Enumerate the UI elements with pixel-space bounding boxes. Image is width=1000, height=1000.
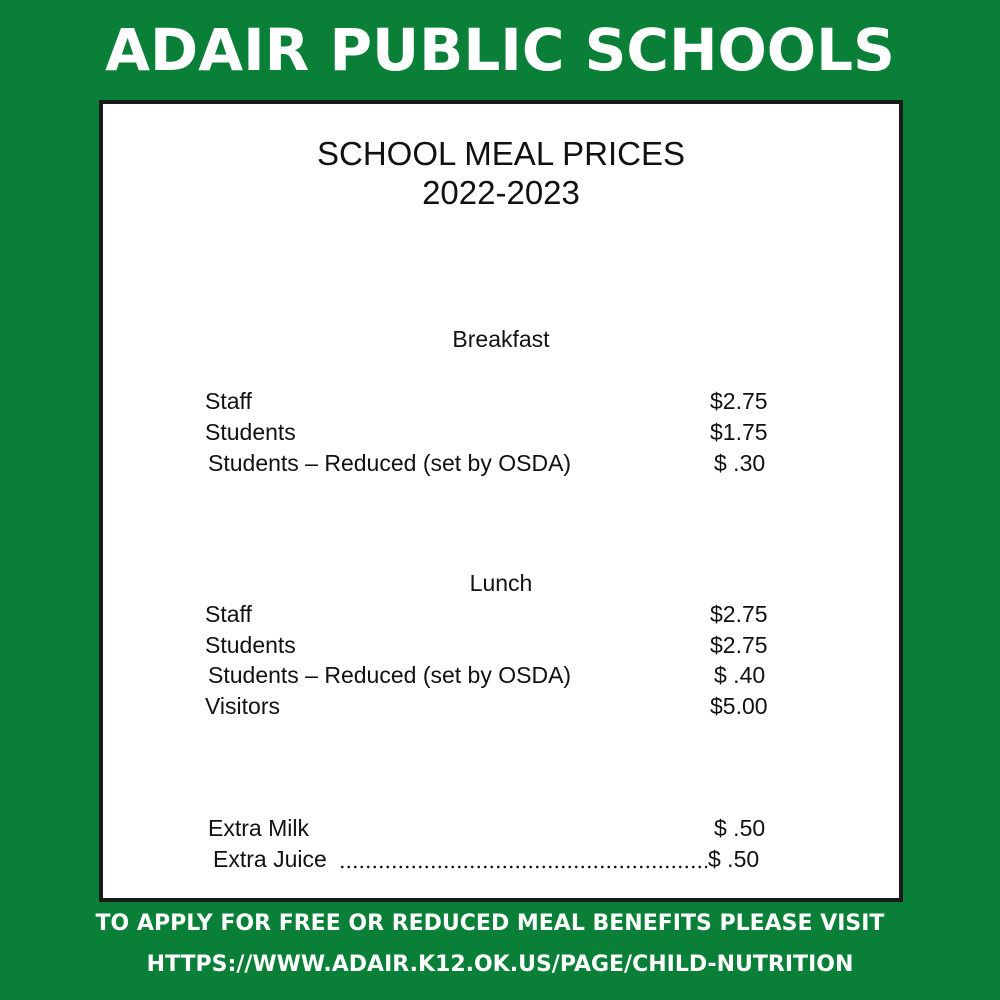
extra-milk-price: $ .50 (714, 815, 766, 841)
document-title: SCHOOL MEAL PRICES (317, 135, 685, 172)
page-title: ADAIR PUBLIC SCHOOLS (105, 16, 895, 84)
meal-prices-document (99, 100, 903, 902)
breakfast-staff-price: $2.75 (710, 388, 768, 414)
lunch-heading: Lunch (469, 570, 533, 596)
breakfast-heading: Breakfast (452, 326, 550, 352)
lunch-staff-price: $2.75 (710, 601, 768, 627)
dot-leader (339, 865, 707, 869)
extra-milk-label: Extra Milk (208, 815, 309, 841)
document-year: 2022-2023 (422, 174, 580, 211)
lunch-staff-label: Staff (205, 601, 252, 627)
lunch-visitors-label: Visitors (205, 693, 280, 719)
lunch-reduced-price: $ .40 (714, 662, 766, 688)
lunch-reduced-label: Students – Reduced (set by OSDA) (208, 662, 572, 688)
extra-juice-price: $ .50 (708, 846, 760, 872)
breakfast-reduced-price: $ .30 (714, 450, 766, 476)
lunch-students-label: Students (205, 632, 296, 658)
lunch-students-price: $2.75 (710, 632, 768, 658)
breakfast-students-label: Students (205, 419, 296, 445)
extra-juice-label: Extra Juice (213, 846, 327, 872)
breakfast-students-price: $1.75 (710, 419, 768, 445)
lunch-visitors-price: $5.00 (710, 693, 768, 719)
footer-url: HTTPS://WWW.ADAIR.K12.OK.US/PAGE/CHILD-NUTRITION (146, 952, 854, 977)
footer-apply-text: TO APPLY FOR FREE OR REDUCED MEAL BENEFITS PLEASE VISIT (95, 911, 885, 936)
breakfast-staff-label: Staff (205, 388, 252, 414)
breakfast-reduced-label: Students – Reduced (set by OSDA) (208, 450, 572, 476)
